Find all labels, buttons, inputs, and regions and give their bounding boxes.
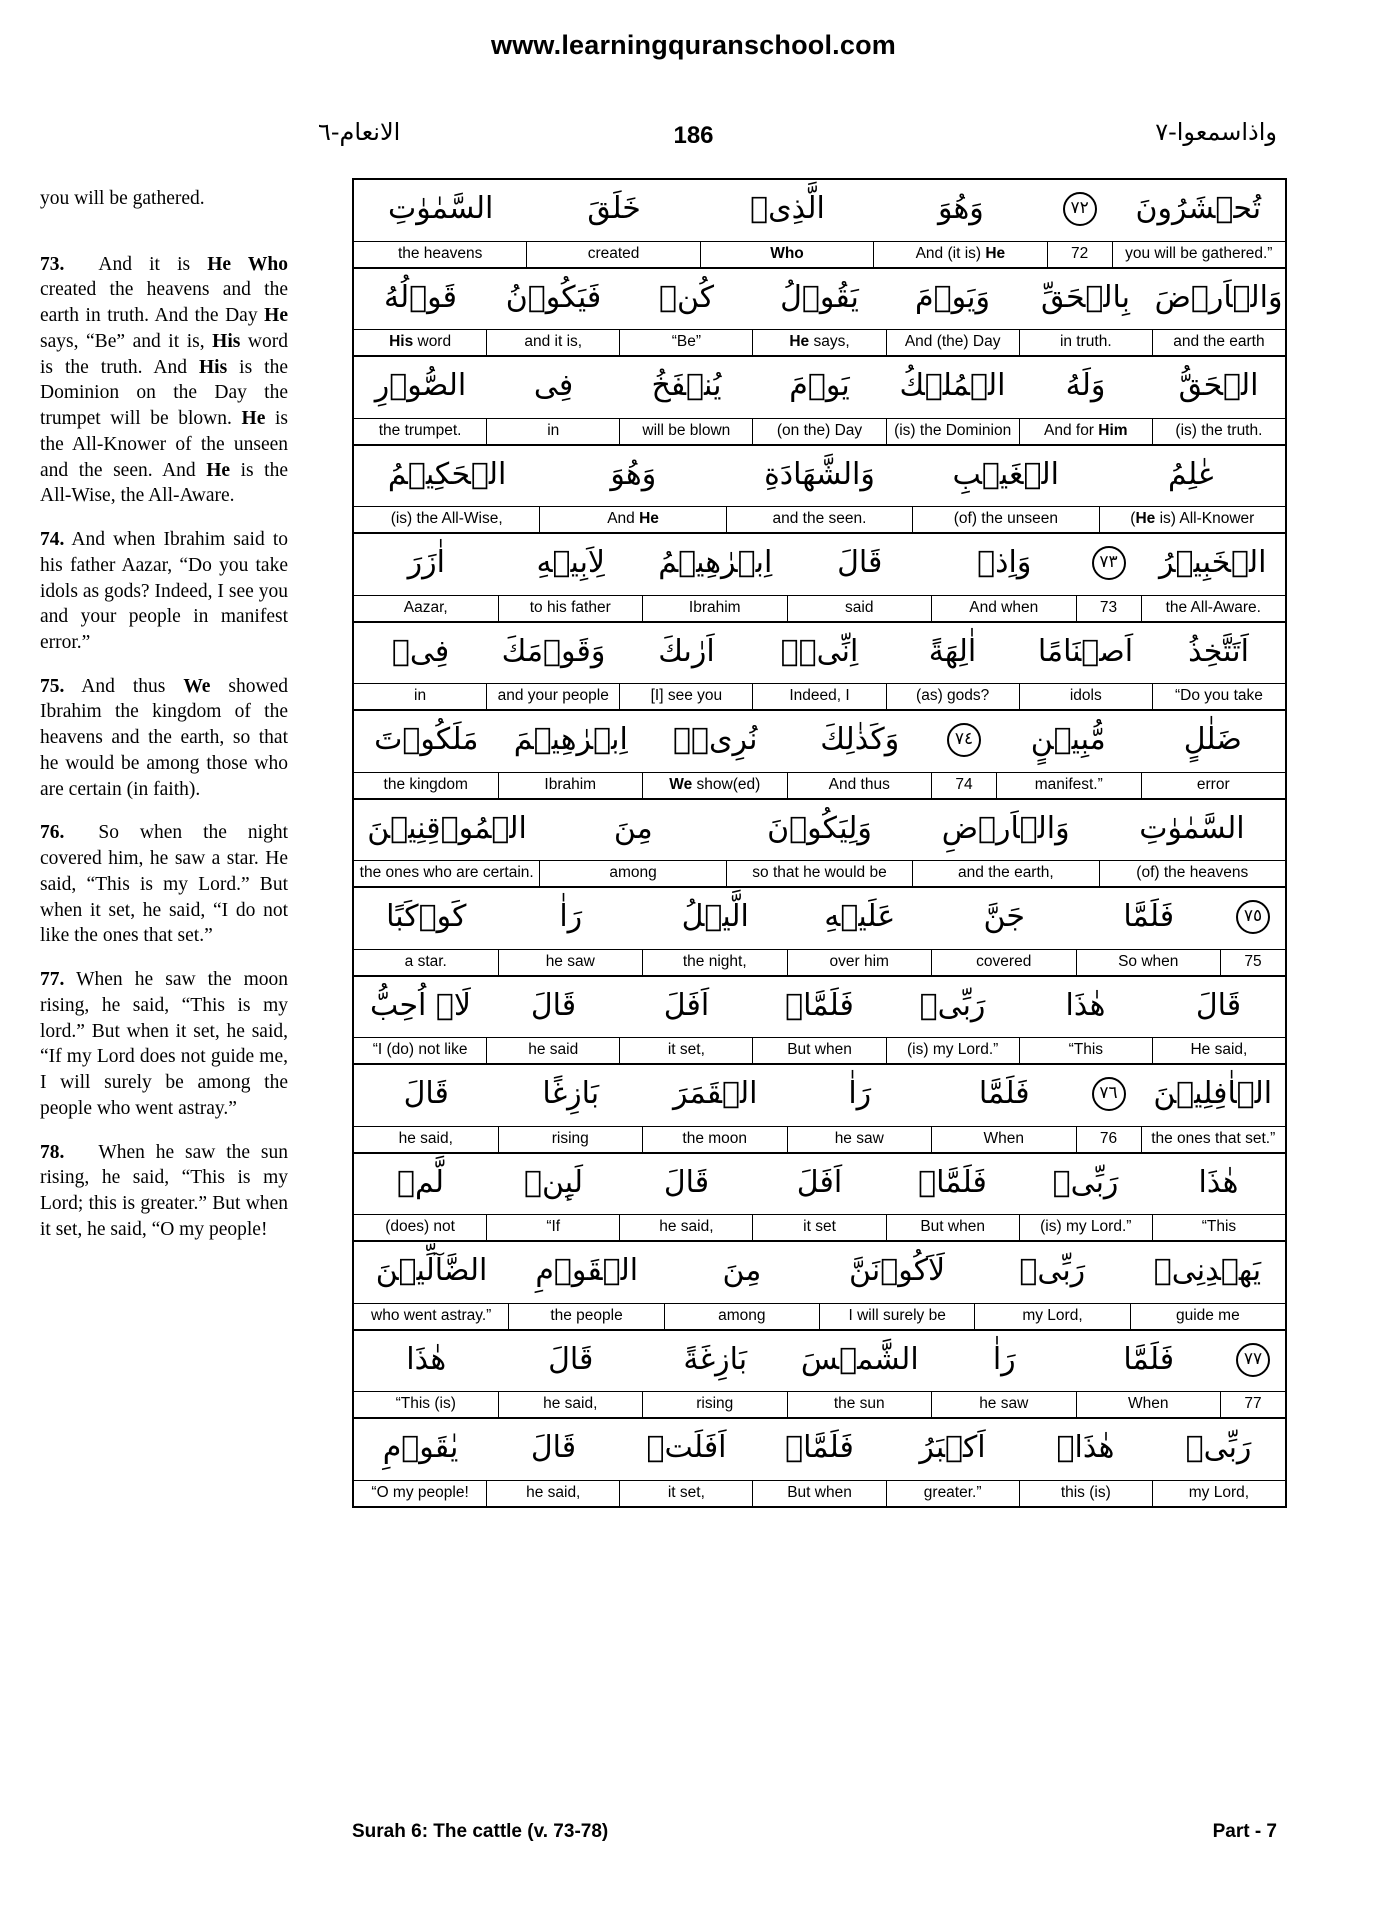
arabic-word: وَهُوَ bbox=[610, 456, 657, 492]
arabic-word: فِىۡ bbox=[391, 633, 450, 669]
arabic-word: عٰلِمُ bbox=[1167, 456, 1216, 492]
arabic-word: قَالَ bbox=[530, 987, 577, 1023]
arabic-word: مِنَ bbox=[722, 1253, 762, 1288]
arabic-word: السَّمٰوٰتِ bbox=[388, 191, 494, 226]
arabic-word: رَبِّىۡ bbox=[1052, 1164, 1119, 1200]
arabic-word: كَوۡكَبًا bbox=[386, 899, 467, 934]
english-word: in bbox=[486, 419, 619, 444]
english-word: he said bbox=[486, 1038, 619, 1063]
english-word: rising bbox=[498, 1127, 643, 1152]
english-word: Aazar, bbox=[403, 598, 448, 616]
arabic-row bbox=[354, 1419, 1285, 1481]
english-row bbox=[354, 1481, 1285, 1506]
arabic-word: ضَلٰلٍ bbox=[1183, 722, 1242, 757]
arabic-word: فَلَمَّا bbox=[978, 1076, 1030, 1111]
english-row bbox=[354, 684, 1285, 711]
english-word: He said, bbox=[1152, 1038, 1285, 1063]
ayah-number-arabic: ٧٧ bbox=[1221, 1334, 1285, 1388]
arabic-word: اٰزَرَ bbox=[407, 545, 445, 580]
word-by-word-grid bbox=[352, 178, 1287, 1508]
verse-line-block bbox=[354, 977, 1285, 1066]
english-row bbox=[354, 950, 1285, 977]
arabic-word: مُّبِيۡنٍ bbox=[1030, 722, 1106, 757]
english-word: the heavens bbox=[397, 244, 483, 262]
verse-line-block bbox=[354, 534, 1285, 623]
arabic-word: رَبِّىۡ bbox=[1185, 1430, 1252, 1465]
arabic-word: وَالۡاَرۡضِ bbox=[941, 810, 1070, 846]
english-word: and the seen. bbox=[726, 507, 912, 532]
english-word: Indeed, I bbox=[752, 684, 885, 709]
arabic-row bbox=[354, 357, 1285, 419]
english-row bbox=[354, 242, 1285, 269]
english-word: and it is, bbox=[486, 330, 619, 355]
arabic-word: قَالَ bbox=[1195, 987, 1242, 1023]
verse-line-block bbox=[354, 357, 1285, 446]
verse-line-block bbox=[354, 269, 1285, 358]
verse-line-block bbox=[354, 888, 1285, 977]
arabic-word: فَلَمَّا bbox=[1123, 899, 1175, 934]
arabic-row bbox=[354, 623, 1285, 685]
arabic-word: يٰقَوۡمِ bbox=[382, 1430, 459, 1465]
arabic-row bbox=[354, 180, 1285, 242]
arabic-row bbox=[354, 1331, 1285, 1393]
english-word: But when bbox=[752, 1038, 885, 1063]
verse-line-block bbox=[354, 800, 1285, 889]
english-word: I will surely be bbox=[819, 1304, 974, 1329]
translation-paragraph: 73. And it is He Who created the heavens and the earth in truth. And the Day He says, “Be” and it is, His word is the truth. And His is the Dominion on the Day the trumpet will be blown. He is the All-Knower of the unseen and the seen. And He is the All-Wise, the All-Aware. bbox=[40, 253, 288, 507]
arabic-word: اِبۡرٰهِيۡمَ bbox=[513, 722, 628, 757]
english-word: you will be gathered.” bbox=[1112, 242, 1285, 267]
verse-line-block bbox=[354, 180, 1285, 269]
arabic-word: لَٮِٕنۡ bbox=[523, 1164, 584, 1200]
arabic-word: الۡقَمَرَ bbox=[672, 1076, 758, 1111]
english-word: “This bbox=[1019, 1038, 1152, 1063]
arabic-word: قَوۡلُهُ bbox=[383, 279, 458, 315]
page-footer bbox=[0, 1821, 1387, 1847]
english-word: [I] see you bbox=[619, 684, 752, 709]
ayah-number: 77 bbox=[1220, 1392, 1285, 1417]
english-word: (of) the unseen bbox=[912, 507, 1098, 532]
verse-line-block bbox=[354, 711, 1285, 800]
arabic-word: تُحۡشَرُونَ bbox=[1135, 191, 1262, 226]
ayah-number: 75 bbox=[1220, 950, 1285, 975]
english-word: (as) gods? bbox=[886, 684, 1019, 709]
english-word: (is) the truth. bbox=[1152, 419, 1285, 444]
arabic-word: فَلَمَّاۤ bbox=[785, 1430, 854, 1465]
english-word: among bbox=[664, 1304, 819, 1329]
english-row bbox=[354, 330, 1285, 357]
arabic-word: جَنَّ bbox=[983, 899, 1025, 934]
english-word: He says, bbox=[752, 330, 885, 355]
arabic-word: الشَّمۡسَ bbox=[800, 1341, 919, 1377]
english-word: His word bbox=[389, 333, 452, 350]
translation-paragraph: 76. So when the night covered him, he saw a star. He said, “This is my Lord.” But when it set, he said, “I do not like the ones that set.” bbox=[40, 822, 288, 947]
english-word: and your people bbox=[486, 684, 619, 709]
english-word: (is) my Lord.” bbox=[886, 1038, 1019, 1063]
arabic-row bbox=[354, 711, 1285, 773]
english-word: But when bbox=[886, 1215, 1019, 1240]
arabic-word: السَّمٰوٰتِ bbox=[1139, 810, 1245, 846]
arabic-word: الۡمُوۡقِنِيۡنَ bbox=[367, 810, 527, 846]
arabic-word: اِنِّىۡۤ bbox=[780, 633, 859, 669]
ayah-number: 72 bbox=[1047, 242, 1112, 267]
arabic-word: فَلَمَّا bbox=[1123, 1341, 1175, 1377]
english-word: the night, bbox=[642, 950, 787, 975]
english-word: he said, bbox=[619, 1215, 752, 1240]
english-word: “I (do) not like bbox=[372, 1041, 468, 1058]
surah-info: Surah 6: The cattle (v. 73-78) bbox=[352, 1821, 609, 1842]
arabic-word: رَبِّىۡ bbox=[1019, 1253, 1086, 1288]
arabic-word: فِى bbox=[533, 368, 574, 403]
english-word: (He is) All-Knower bbox=[1099, 507, 1285, 532]
arabic-word: الۡمُلۡكُ bbox=[899, 368, 1006, 403]
english-row bbox=[354, 1215, 1285, 1242]
arabic-word: وَيَوۡمَ bbox=[915, 279, 990, 315]
english-word: “This (is) bbox=[395, 1395, 456, 1412]
english-word: guide me bbox=[1130, 1304, 1285, 1329]
english-row bbox=[354, 1304, 1285, 1331]
arabic-row bbox=[354, 1154, 1285, 1216]
english-word: So when bbox=[1076, 950, 1221, 975]
english-word: it set, bbox=[619, 1481, 752, 1506]
english-word: And for Him bbox=[1019, 419, 1152, 444]
arabic-word: اِبۡرٰهِيۡمُ bbox=[658, 545, 773, 580]
part-label: Part - 7 bbox=[1212, 1821, 1277, 1842]
arabic-word: بَازِغًا bbox=[542, 1076, 600, 1111]
arabic-word: الۡقَوۡمِ bbox=[535, 1253, 639, 1288]
arabic-row bbox=[354, 888, 1285, 950]
english-word: in truth. bbox=[1019, 330, 1152, 355]
arabic-word: عَلَيۡهِ bbox=[824, 899, 896, 934]
english-word: my Lord, bbox=[974, 1304, 1129, 1329]
arabic-word: يَهۡدِنِىۡ bbox=[1153, 1253, 1262, 1288]
english-word: the sun bbox=[787, 1392, 932, 1417]
ayah-number: 76 bbox=[1076, 1127, 1141, 1152]
english-row bbox=[354, 1392, 1285, 1419]
page-header bbox=[0, 118, 1387, 148]
translation-column bbox=[40, 186, 288, 1260]
arabic-row bbox=[354, 1065, 1285, 1127]
translation-paragraph: 75. And thus We showed Ibrahim the kingdom of the heavens and the earth, so that he would be among those who are certain (in faith). bbox=[40, 675, 288, 800]
english-word: who went astray.” bbox=[371, 1306, 492, 1324]
ayah-number-arabic: ٧٣ bbox=[1077, 537, 1141, 591]
english-word: the kingdom bbox=[383, 775, 468, 793]
ayah-number: 73 bbox=[1076, 596, 1141, 621]
english-word: (of) the heavens bbox=[1099, 861, 1285, 886]
english-word: “Be” bbox=[619, 330, 752, 355]
english-word: the ones that set.” bbox=[1141, 1127, 1286, 1152]
english-word: But when bbox=[752, 1481, 885, 1506]
arabic-row bbox=[354, 534, 1285, 596]
arabic-word: وَكَذٰلِكَ bbox=[820, 722, 900, 757]
arabic-word: هٰذَاۤ bbox=[1056, 1430, 1115, 1465]
arabic-word: وَالۡاَرۡضَ bbox=[1154, 279, 1283, 315]
arabic-word: وَالشَّهَادَةِ bbox=[764, 456, 875, 492]
arabic-word: اَفَلَ bbox=[663, 987, 710, 1023]
english-word: he saw bbox=[931, 1392, 1076, 1417]
english-word: Ibrahim bbox=[642, 596, 787, 621]
arabic-word: هٰذَا bbox=[1065, 987, 1106, 1023]
arabic-word: فَيَكُوۡنُ bbox=[505, 279, 602, 315]
english-row bbox=[354, 861, 1285, 888]
english-word: he said, bbox=[398, 1129, 453, 1147]
arabic-word: رَاٰ bbox=[559, 899, 583, 934]
verse-line-block bbox=[354, 1065, 1285, 1154]
arabic-word: رَبِّىۡ bbox=[919, 987, 986, 1023]
english-row bbox=[354, 596, 1285, 623]
english-word: he said, bbox=[486, 1481, 619, 1506]
english-word: the people bbox=[508, 1304, 663, 1329]
english-word: in bbox=[414, 687, 427, 704]
english-word: rising bbox=[642, 1392, 787, 1417]
english-word: it set, bbox=[619, 1038, 752, 1063]
english-word: “This bbox=[1152, 1215, 1285, 1240]
arabic-word: الَّذِىۡ bbox=[750, 191, 825, 226]
page-number: 186 bbox=[673, 122, 714, 149]
arabic-word: رَاٰ bbox=[992, 1341, 1016, 1377]
arabic-word: بَازِغَةً bbox=[683, 1341, 748, 1377]
arabic-word: يَقُوۡلُ bbox=[780, 279, 859, 315]
english-word: said bbox=[787, 596, 932, 621]
english-word: he said, bbox=[498, 1392, 643, 1417]
arabic-row bbox=[354, 1242, 1285, 1304]
arabic-word: وَهُوَ bbox=[937, 191, 984, 226]
arabic-word: اَفَلَ bbox=[796, 1164, 843, 1200]
arabic-word: الۡخَبِيۡرُ bbox=[1158, 545, 1267, 580]
arabic-word: يُنۡفَخُ bbox=[651, 368, 722, 403]
arabic-word: كُنۡ bbox=[658, 279, 715, 315]
arabic-word: لَاۤ اُحِبُّ bbox=[370, 987, 471, 1023]
english-word: to his father bbox=[498, 596, 643, 621]
english-word: he saw bbox=[498, 950, 643, 975]
arabic-word: هٰذَا bbox=[1198, 1164, 1239, 1200]
arabic-word: رَاٰ bbox=[848, 1076, 872, 1111]
english-word: manifest.” bbox=[996, 773, 1141, 798]
arabic-word: لِاَبِيۡهِ bbox=[536, 545, 606, 580]
ayah-number-arabic: ٧٥ bbox=[1221, 891, 1285, 945]
english-row bbox=[354, 1038, 1285, 1065]
english-word: (on the) Day bbox=[752, 419, 885, 444]
verse-line-block bbox=[354, 446, 1285, 535]
arabic-word: الۡحَكِيۡمُ bbox=[387, 456, 507, 492]
english-word: And (the) Day bbox=[886, 330, 1019, 355]
arabic-word: بِالۡحَقِّ bbox=[1040, 279, 1131, 315]
arabic-word: فَلَمَّاۤ bbox=[785, 987, 854, 1023]
english-word: idols bbox=[1019, 684, 1152, 709]
arabic-word: قَالَ bbox=[548, 1341, 594, 1377]
english-word: Ibrahim bbox=[498, 773, 643, 798]
translation-paragraph: you will be gathered. bbox=[40, 188, 205, 209]
english-row bbox=[354, 1127, 1285, 1154]
english-word: We show(ed) bbox=[642, 773, 787, 798]
english-word: (is) the Dominion bbox=[886, 419, 1019, 444]
english-word: And (it is) He bbox=[873, 242, 1046, 267]
arabic-word: قَالَ bbox=[837, 545, 883, 580]
verse-line-block bbox=[354, 1419, 1285, 1506]
header-surah-arabic: الانعام-٦ bbox=[318, 118, 401, 146]
site-url: www.learningquranschool.com bbox=[491, 30, 896, 60]
arabic-word: الۡغَيۡبِ bbox=[952, 456, 1059, 492]
arabic-word: قَالَ bbox=[663, 1164, 710, 1200]
ayah-number-arabic: ٧٢ bbox=[1048, 183, 1112, 237]
english-word: he saw bbox=[787, 1127, 932, 1152]
arabic-word: يَوۡمَ bbox=[789, 368, 850, 403]
arabic-row bbox=[354, 800, 1285, 862]
english-word: a star. bbox=[404, 952, 447, 970]
arabic-word: الۡاٰفِلِيۡنَ bbox=[1153, 1076, 1273, 1111]
english-word: it set bbox=[752, 1215, 885, 1240]
english-row bbox=[354, 419, 1285, 446]
english-word: (does) not bbox=[385, 1218, 455, 1235]
english-word: When bbox=[931, 1127, 1076, 1152]
arabic-word: اٰلِهَةً bbox=[928, 633, 977, 669]
english-word: When bbox=[1076, 1392, 1221, 1417]
translation-paragraph: 77. When he saw the moon rising, he said, “This is my lord.” But when it set, he said, “If my Lord does not guide me, I will surely be among the people who went astray.” bbox=[40, 969, 288, 1119]
arabic-word: قَالَ bbox=[403, 1076, 449, 1111]
translation-paragraph: 78. When he saw the sun rising, he said, “This is my Lord; this is greater.” But when it set, he said, “O my people! bbox=[40, 1141, 288, 1240]
verse-line-block bbox=[354, 623, 1285, 712]
arabic-word: وَلَهُ bbox=[1065, 368, 1106, 403]
english-word: “O my people! bbox=[371, 1483, 469, 1501]
english-word: Who bbox=[700, 242, 873, 267]
arabic-word: وَقَوۡمَكَ bbox=[501, 633, 606, 669]
ayah-number-arabic: ٧٦ bbox=[1077, 1068, 1141, 1122]
arabic-word: لَاَكُوۡنَنَّ bbox=[849, 1253, 946, 1288]
english-word: error bbox=[1141, 773, 1286, 798]
arabic-word: اَكۡبَرُ bbox=[919, 1430, 986, 1465]
english-word: And He bbox=[539, 507, 725, 532]
english-word: (is) the All-Wise, bbox=[390, 510, 503, 527]
arabic-word: اَتَتَّخِذُ bbox=[1188, 633, 1249, 669]
arabic-word: هٰذَا bbox=[406, 1341, 447, 1377]
english-word: “If bbox=[486, 1215, 619, 1240]
ayah-number: 74 bbox=[931, 773, 996, 798]
arabic-word: الضَّآلِّيۡنَ bbox=[375, 1253, 488, 1288]
arabic-word: اَرٰٮكَ bbox=[658, 633, 715, 669]
header-juz-arabic: واذاسمعوا-٧ bbox=[1155, 118, 1277, 146]
english-word: this (is) bbox=[1019, 1481, 1152, 1506]
arabic-word: قَالَ bbox=[530, 1430, 577, 1465]
arabic-row bbox=[354, 269, 1285, 331]
english-word: the trumpet. bbox=[378, 421, 462, 439]
arabic-word: وَلِيَكُوۡنَ bbox=[767, 810, 872, 846]
arabic-row bbox=[354, 977, 1285, 1039]
arabic-word: الصُّوۡرِ bbox=[374, 368, 467, 403]
english-word: the moon bbox=[642, 1127, 787, 1152]
verse-line-block bbox=[354, 1154, 1285, 1243]
arabic-word: الۡحَقُّ bbox=[1178, 368, 1259, 403]
verse-line-block bbox=[354, 1331, 1285, 1420]
english-word: created bbox=[526, 242, 699, 267]
verse-line-block bbox=[354, 1242, 1285, 1331]
english-word: among bbox=[539, 861, 725, 886]
translation-paragraph: 74. And when Ibrahim said to his father Aazar, “Do you take idols as gods? Indeed, I see you and your people in manifest error.” bbox=[40, 529, 288, 654]
arabic-word: مَلَكُوۡتَ bbox=[374, 722, 479, 757]
arabic-word: لَّمۡ bbox=[396, 1164, 445, 1200]
arabic-word: خَلَقَ bbox=[587, 191, 641, 226]
english-word: my Lord, bbox=[1152, 1481, 1285, 1506]
english-word: and the earth bbox=[1152, 330, 1285, 355]
arabic-word: مِنَ bbox=[613, 810, 653, 846]
english-word: the ones who are certain. bbox=[359, 864, 534, 881]
english-word: so that he would be bbox=[726, 861, 912, 886]
arabic-word: وَاِذۡ bbox=[977, 545, 1032, 580]
english-row bbox=[354, 773, 1285, 800]
english-word: And thus bbox=[787, 773, 932, 798]
english-word: over him bbox=[787, 950, 932, 975]
english-word: “Do you take bbox=[1152, 684, 1285, 709]
arabic-word: فَلَمَّاۤ bbox=[918, 1164, 987, 1200]
english-word: greater.” bbox=[886, 1481, 1019, 1506]
english-word: (is) my Lord.” bbox=[1019, 1215, 1152, 1240]
ayah-number-arabic: ٧٤ bbox=[932, 714, 996, 768]
arabic-word: اَفَلَتۡ bbox=[646, 1430, 727, 1465]
english-row bbox=[354, 507, 1285, 534]
arabic-word: نُرِىۡۤ bbox=[673, 722, 758, 757]
english-word: the All-Aware. bbox=[1141, 596, 1286, 621]
english-word: and the earth, bbox=[912, 861, 1098, 886]
arabic-row bbox=[354, 446, 1285, 508]
english-word: And when bbox=[931, 596, 1076, 621]
arabic-word: اَصۡنَامًا bbox=[1037, 633, 1134, 669]
arabic-word: الَّيۡلُ bbox=[681, 899, 749, 934]
english-word: covered bbox=[931, 950, 1076, 975]
english-word: will be blown bbox=[619, 419, 752, 444]
